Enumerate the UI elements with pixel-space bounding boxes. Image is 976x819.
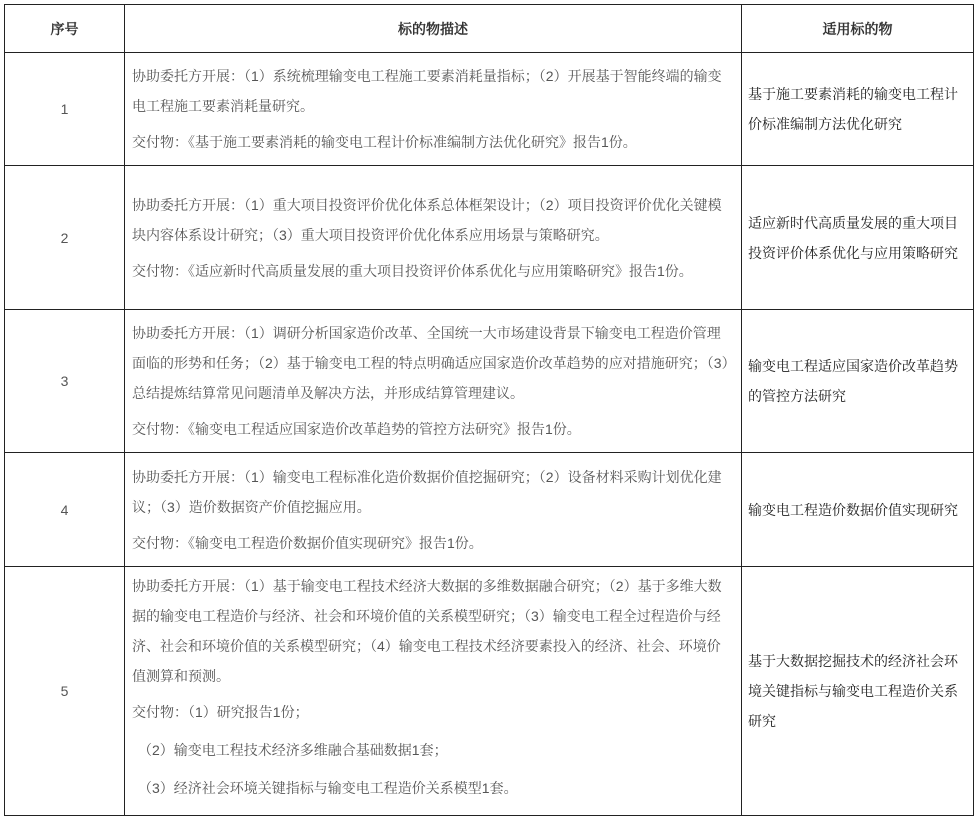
row-target: 输变电工程造价数据价值实现研究 <box>742 453 974 567</box>
table-row <box>5 53 974 166</box>
row-target: 基于大数据挖掘技术的经济社会环境关键指标与输变电工程造价关系研究 <box>742 567 974 816</box>
row-index: 2 <box>5 166 125 310</box>
table-row <box>5 453 974 567</box>
deliverable-item: （3）经济社会环境关键指标与输变电工程造价关系模型1套。 <box>138 780 518 796</box>
table-row <box>5 567 974 816</box>
row-index: 1 <box>5 53 125 166</box>
header-description: 标的物描述 <box>125 5 742 53</box>
row-description <box>125 310 742 453</box>
deliverable-text: 交付物：（1）研究报告1份； <box>132 704 309 720</box>
deliverable-item: （2）输变电工程技术经济多维融合基础数据1套； <box>138 742 448 758</box>
table-row <box>5 166 974 310</box>
header-index: 序号 <box>5 5 125 53</box>
description-text: 协助委托方开展：（1）系统梳理输变电工程施工要素消耗量指标；（2）开展基于智能终端的输变电工程施工要素消耗量研究。 <box>132 68 722 114</box>
row-index: 3 <box>5 310 125 453</box>
row-target: 基于施工要素消耗的输变电工程计价标准编制方法优化研究 <box>742 53 974 166</box>
deliverable-text: 交付物：《适应新时代高质量发展的重大项目投资评价体系优化与应用策略研究》报告1份。 <box>132 262 693 279</box>
row-description <box>125 567 742 816</box>
row-target: 输变电工程适应国家造价改革趋势的管控方法研究 <box>742 310 974 453</box>
header-target: 适用标的物 <box>742 5 974 53</box>
row-description <box>125 166 742 310</box>
description-text: 协助委托方开展：（1）基于输变电工程技术经济大数据的多维数据融合研究；（2）基于多维大数据的输变电工程造价与经济、社会和环境价值的关系模型研究；（3）输变电工程全过程造价与经济、社会和环境价值的关系模型研究；（4）输变电工程技术经济要素投入的经济、社会、环境价值测算和预测。 <box>132 578 722 684</box>
deliverable-text: 交付物：《基于施工要素消耗的输变电工程计价标准编制方法优化研究》报告1份。 <box>132 134 637 150</box>
table-header-row <box>5 5 974 53</box>
row-description <box>125 53 742 166</box>
row-index: 5 <box>5 567 125 816</box>
row-index: 4 <box>5 453 125 567</box>
row-description <box>125 453 742 567</box>
deliverables-table <box>4 4 974 816</box>
table-row <box>5 310 974 453</box>
description-text: 协助委托方开展：（1）输变电工程标准化造价数据价值挖掘研究；（2）设备材料采购计划优化建议；（3）造价数据资产价值挖掘应用。 <box>132 468 722 515</box>
deliverable-text: 交付物：《输变电工程适应国家造价改革趋势的管控方法研究》报告1份。 <box>132 421 581 437</box>
deliverable-text: 交付物：《输变电工程造价数据价值实现研究》报告1份。 <box>132 534 483 551</box>
row-target: 适应新时代高质量发展的重大项目投资评价体系优化与应用策略研究 <box>742 166 974 310</box>
description-text: 协助委托方开展：（1）重大项目投资评价优化体系总体框架设计；（2）项目投资评价优化关键模块内容体系设计研究；（3）重大项目投资评价优化体系应用场景与策略研究。 <box>132 196 722 243</box>
description-text: 协助委托方开展：（1）调研分析国家造价改革、全国统一大市场建设背景下输变电工程造价管理面临的形势和任务；（2）基于输变电工程的特点明确适应国家造价改革趋势的应对措施研究；（3）总结提炼结算常见问题清单及解决方法，并形成结算管理建议。 <box>132 325 729 401</box>
